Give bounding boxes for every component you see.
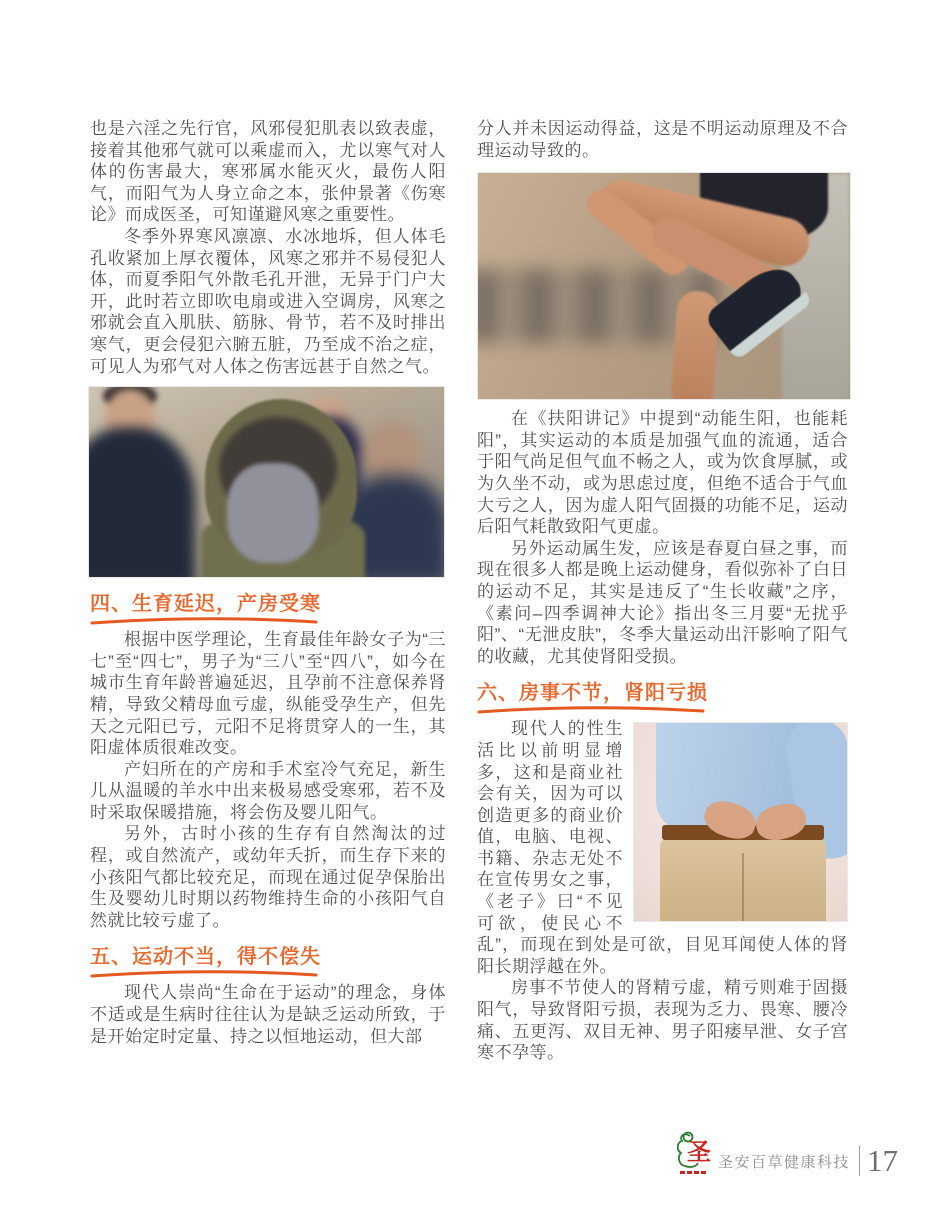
section-heading-4 (90, 592, 446, 625)
brand-name: 圣安百草健康科技 (718, 1154, 851, 1171)
pedestrian-figure (88, 427, 195, 578)
paragraph: 产妇所在的产房和手术室冷气充足，新生儿从温暖的羊水中出来极易感受寒邪，若不及时采取保暖措施，将会伤及婴儿阳气。 (90, 759, 446, 822)
hooded-person-scarf (227, 463, 319, 563)
paragraph: 冬季外界寒风凛凛、水冰地坼，但人体毛孔收紧加上厚衣覆体，风寒之邪并不易侵犯人体，而夏季阳气外散毛孔开泄，无异于门户大开，此时若立即吹电扇或进入空调房，风寒之邪就会直入肌肤、筋脉、骨节，若不及时排出寒气，更会侵犯六腑五脏，乃至成不治之症，可见人为邪气对人体之伤害远甚于自然之气。 (90, 226, 446, 376)
section-heading-text: 五、运动不当，得不偿失 (90, 946, 321, 969)
runner-standing-leg (670, 290, 720, 400)
pedestrian-figure (363, 421, 421, 483)
heading-underline (90, 617, 318, 625)
paragraph: 根据中医学理论，生育最佳年龄女子为“三七”至“四七”，男子为“三八”至“四八”，如今在城市生育年龄普遍延迟，且孕前不注意保养肾精，导致父精母血亏虚，纵能受孕生产，但先天之元阳已亏，元阳不足将贯穿人的一生，其阳虚体质很难改变。 (90, 630, 446, 758)
section-heading-text: 四、生育延迟，产房受寒 (90, 593, 321, 616)
left-column (90, 118, 446, 1047)
paragraph: 分人并未因运动得益，这是不明运动原理及不合理运动导致的。 (477, 119, 848, 160)
section-heading-5 (90, 945, 446, 978)
runner-stretch-photo (477, 172, 851, 400)
page-number: 17 (859, 1146, 898, 1176)
paragraph: 房事不节使人的肾精亏虚，精亏则难于固摄阳气，导致肾阳亏损，表现为乏力、畏寒、腰冷痛、五更泻、双目无神、男子阳痿早泄、女子宫寒不孕等。 (477, 978, 848, 1063)
section6-body (477, 718, 848, 1064)
pants-seam (742, 853, 744, 922)
logo-subtext-marks (680, 1171, 706, 1174)
paragraph: 现代人崇尚“生命在于运动”的理念，身体不适或是生病时往往认为是缺乏运动所致，于是开始定时定量、持之以恒地运动，但大部 (90, 983, 446, 1046)
page-footer (676, 1130, 898, 1176)
section-heading-6 (477, 681, 848, 714)
paragraph: 现代人的性生活比以前明显增多，这和是商业社会有关，因为可以创造更多的商业价值，电脑、电视、书籍、杂志无处不在宣传男女之事，《老子》曰“不见可欲，使民心不乱”，而现在到处是可欲，目见耳闻使人体的肾阳长期浮越在外。 (477, 719, 848, 976)
svg-text:圣: 圣 (687, 1140, 711, 1166)
heading-underline (90, 970, 318, 978)
winter-street-photo (88, 386, 445, 578)
paragraph: 另外运动属生发，应该是春夏白昼之事，而现在很多人都是晚上运动健身，看似弥补了白日的运动不足，其实是违反了“生长收藏”之序，《素问–四季调神大论》指出冬三月要“无扰乎阳”、“无泄皮肤”，冬季大量运动出汗影响了阳气的收藏，尤其使肾阳受损。 (477, 538, 848, 666)
heading-underline (477, 706, 705, 714)
paragraph: 也是六淫之先行官，风邪侵犯肌表以致表虚，接着其他邪气就可以乘虚而入，尤以寒气对人体的伤害最大，寒邪属水能灭火，最伤人阳气，而阳气为人身立命之本，张仲景著《伤寒论》而成医圣，可知谨避风寒之重要性。 (90, 119, 446, 225)
paragraph: 另外，古时小孩的生存有自然淘汰的过程，或自然流产，或幼年夭折，而生存下来的小孩阳气都比较充足，而现在通过促孕保胎出生及婴幼儿时期以药物维持生命的小孩阳气自然就比较亏虚了。 (90, 824, 446, 930)
back-pain-photo (633, 722, 848, 922)
brand-logo-icon (676, 1130, 712, 1176)
section-heading-text: 六、房事不节，肾阳亏损 (477, 682, 708, 705)
right-column (477, 118, 848, 1064)
paragraph: 在《扶阳讲记》中提到“动能生阳，也能耗阳”，其实运动的本质是加强气血的流通，适合于阳气尚足但气血不畅之人，或为饮食厚腻，或为久坐不动，或为思虑过度，但绝不适合于气血大亏之人，因为虚人阳气固摄的功能不足，运动后阳气耗散致阳气更虚。 (477, 409, 848, 537)
